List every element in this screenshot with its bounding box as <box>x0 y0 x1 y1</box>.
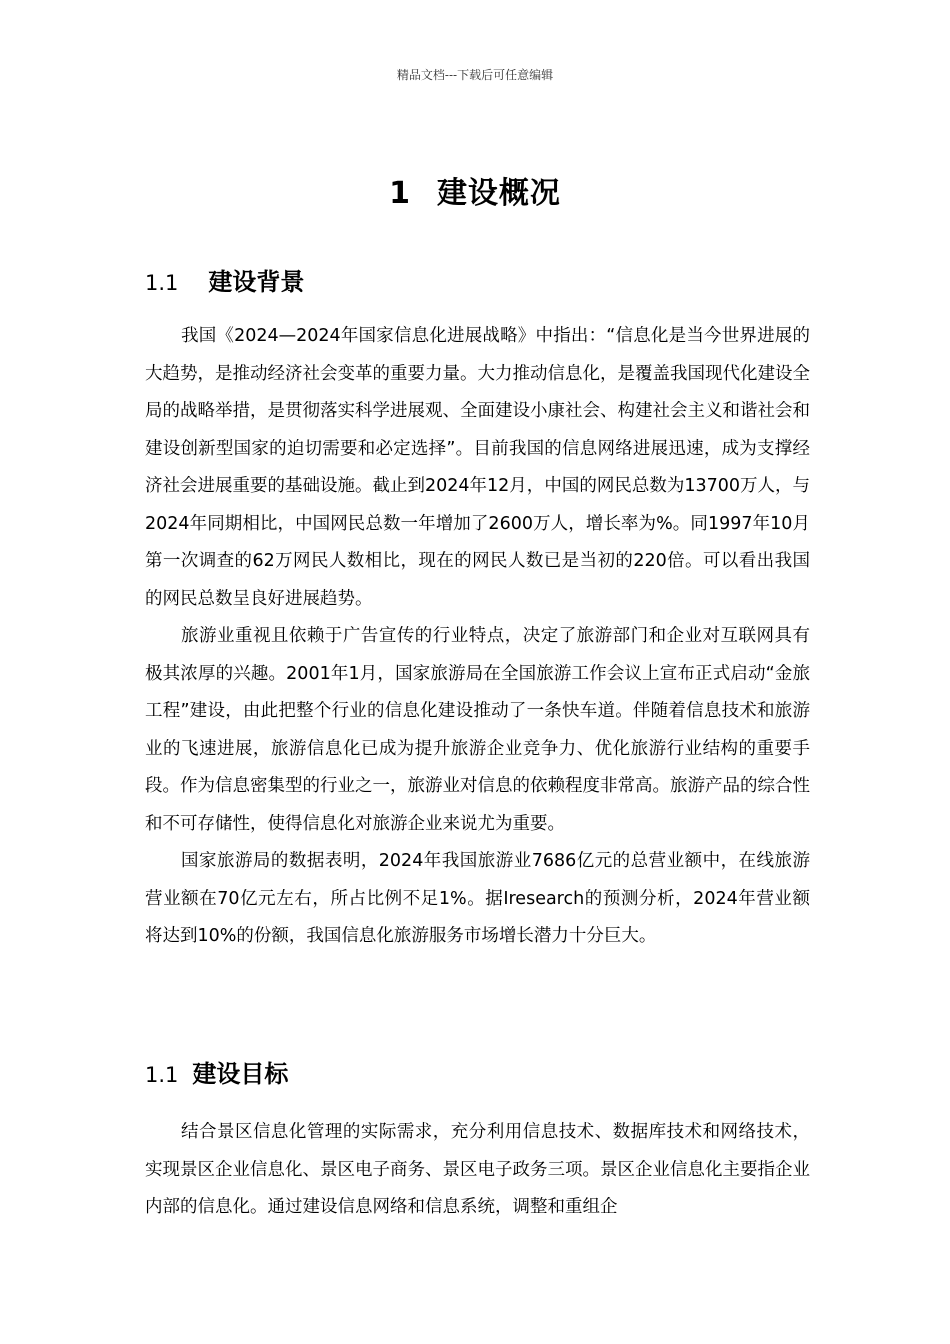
chapter-number: 1 <box>389 176 411 211</box>
paragraph: 旅游业重视且依赖于广告宣传的行业特点，决定了旅游部门和企业对互联网具有极其浓厚的兴趣。2001年1月，国家旅游局在全国旅游工作会议上宣布正式启动“金旅工程”建设，由此把整个行业的信息化建设推动了一条快车道。伴随着信息技术和旅游业的飞速进展，旅游信息化已成为提升旅游企业竞争力、优化旅游行业结构的重要手段。作为信息密集型的行业之一，旅游业对信息的依赖程度非常高。旅游产品的综合性和不可存储性，使得信息化对旅游企业来说尤为重要。 <box>145 626 810 834</box>
section-number: 1.1 <box>145 271 179 295</box>
chapter-title-text: 建设概况 <box>436 176 561 211</box>
paragraph: 国家旅游局的数据表明，2024年我国旅游业7686亿元的总营业额中，在线旅游营业额在70亿元左右，所占比例不足1%。据Iresearch的预测分析，2024年营业额将达到10%的份额，我国信息化旅游服务市场增长潜力十分巨大。 <box>145 851 810 946</box>
paragraph: 我国《2024—2024年国家信息化进展战略》中指出：“信息化是当今世界进展的大趋势，是推动经济社会变革的重要力量。大力推动信息化，是覆盖我国现代化建设全局的战略举措，是贯彻落实科学进展观、全面建设小康社会、构建社会主义和谐社会和建设创新型国家的迫切需要和必定选择”。目前我国的信息网络进展迅速，成为支撑经济社会进展重要的基础设施。截止到2024年12月，中国的网民总数为13700万人，与2024年同期相比，中国网民总数一年增加了2600万人，增长率为%。同1997年10月第一次调查的62万网民人数相比，现在的网民人数已是当初的220倍。可以看出我国的网民总数呈良好进展趋势。 <box>145 326 810 609</box>
section-title-text: 建设背景 <box>208 268 305 296</box>
section-body-background <box>145 318 810 956</box>
section-body-goals <box>145 1114 810 1227</box>
section-title-text: 建设目标 <box>192 1060 289 1088</box>
page-header-note: 精品文档---下载后可任意编辑 <box>396 68 554 82</box>
chapter-title <box>0 168 950 212</box>
section-heading-background <box>145 262 304 297</box>
paragraph: 结合景区信息化管理的实际需求，充分利用信息技术、数据库技术和网络技术，实现景区企业信息化、景区电子商务、景区电子政务三项。景区企业信息化主要指企业内部的信息化。通过建设信息网络和信息系统，调整和重组企 <box>145 1122 810 1217</box>
section-number: 1.1 <box>145 1063 179 1087</box>
section-heading-goals <box>145 1054 288 1089</box>
